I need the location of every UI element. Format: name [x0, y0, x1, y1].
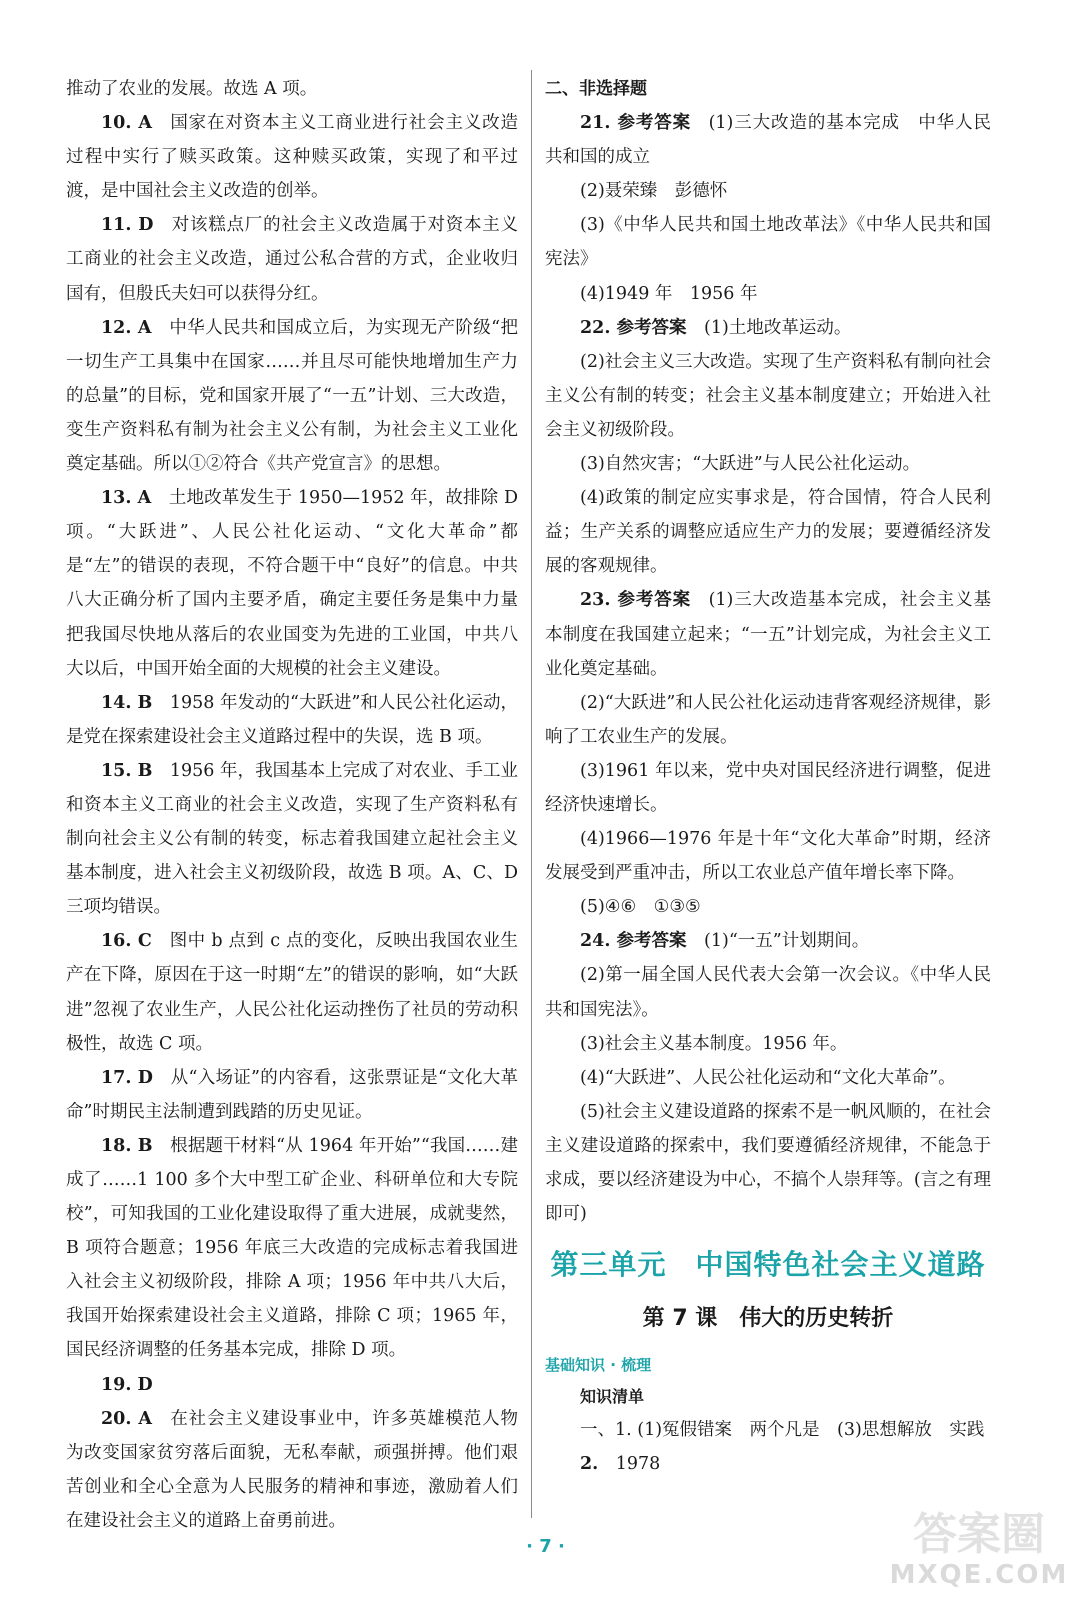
- watermark-url: MXQE.COM: [889, 1560, 1069, 1590]
- answer-item: [66, 1402, 518, 1538]
- answer-text: 对该糕点厂的社会主义改造属于对资本主义工商业的社会主义改造，通过公私合营的方式，企业收归国有，但殷氏夫妇可以获得分红。: [66, 215, 519, 304]
- answer-paragraph: (4)1949 年 1956 年: [580, 283, 758, 304]
- watermark-logo: [889, 1510, 1069, 1592]
- answer-item: [66, 208, 518, 310]
- answer-text: (1)土地改革运动。: [704, 317, 852, 338]
- answer-item: [545, 924, 991, 958]
- answer-paragraph: 推动了农业的发展。故选 A 项。: [66, 79, 318, 99]
- answer-paragraph: (3)《中华人民共和国土地改革法》《中华人民共和国宪法》: [545, 215, 991, 270]
- answer-text: 根据题干材料“从 1964 年开始”“我国……建成了……1 100 多个大中型工矿企业、科研单位和大专院校”，可知我国的工业化建设取得了重大进展，成就斐然，B 项符合题意；1956 年底三大改造的完成标志着我国进入社会主义初级阶段，排除 A 项；1956 年中共八大后，我国开始探索建设社会主义道路，排除 C 项；1965 年，国民经济调整的任务基本完成，排除 D 项。: [66, 1135, 518, 1361]
- section-heading: 二、非选择题: [545, 79, 647, 99]
- answer-item: [66, 924, 518, 1060]
- answer-number: 19. D: [101, 1374, 153, 1395]
- answer-paragraph: (3)自然灾害；“大跃进”与人民公社化运动。: [580, 454, 921, 475]
- answer-text: 1978: [615, 1454, 661, 1475]
- unit-title: 第三单元 中国特色社会主义道路: [550, 1248, 986, 1282]
- answer-number: 23. 参考答案: [580, 590, 692, 611]
- answer-text: 从“入场证”的内容看，这张票证是“文化大革命”时期民主法制遭到践踏的历史见证。: [66, 1067, 518, 1122]
- answer-number: 18. B: [101, 1135, 153, 1156]
- answer-paragraph: (3)社会主义基本制度。1956 年。: [580, 1033, 848, 1054]
- lesson-title: 第 7 课 伟大的历史转折: [642, 1306, 894, 1332]
- answer-text: 1956 年，我国基本上完成了对农业、手工业和资本主义工商业的社会主义改造，实现了生产资料私有制向社会主义公有制的转变，标志着我国建立起社会主义基本制度，进入社会主义初级阶段，故选 B 项。A、C、D 三项均错误。: [66, 760, 518, 918]
- answer-paragraph: (4)“大跃进”、人民公社化运动和“文化大革命”。: [580, 1067, 956, 1088]
- answer-paragraph: (3)1961 年以来，党中央对国民经济进行调整，促进经济快速增长。: [545, 760, 991, 815]
- answer-paragraph: (2)“大跃进”和人民公社化运动违背客观经济规律，影响了工农业生产的发展。: [545, 692, 991, 747]
- answer-number: 2.: [580, 1454, 599, 1475]
- answer-paragraph: (2)第一届全国人民代表大会第一次会议。《中华人民共和国宪法》。: [545, 965, 991, 1020]
- answer-paragraph: (2)聂荣臻 彭德怀: [580, 181, 728, 202]
- answer-number: 22. 参考答案: [580, 317, 687, 338]
- answer-text: (1)“一五”计划期间。: [704, 931, 870, 952]
- answer-text: 在社会主义建设事业中，许多英雄模范人物为改变国家贫穷落后面貌，无私奉献，顽强拼搏。他们艰苦创业和全心全意为人民服务的精神和事迹，激励着人们在建设社会主义的道路上奋勇前进。: [66, 1408, 518, 1531]
- answer-text: 国家在对资本主义工商业进行社会主义改造过程中实行了赎买政策。这种赎买政策，实现了和平过渡，是中国社会主义改造的创举。: [66, 113, 518, 202]
- answer-item: [66, 1368, 518, 1402]
- answer-number: 16. C: [101, 931, 152, 952]
- watermark-logo-text: 答案圈: [913, 1509, 1045, 1560]
- subsection-title: 知识清单: [580, 1387, 645, 1407]
- answer-number: 13. A: [101, 488, 152, 509]
- answer-item: [66, 481, 518, 686]
- answer-item: [545, 311, 991, 345]
- answer-text: (1)三大改造的基本完成 中华人民共和国的成立: [545, 113, 991, 168]
- answer-number: 11. D: [101, 215, 154, 236]
- column-divider: [531, 70, 532, 1518]
- answer-paragraph: (4)1966—1976 年是十年“文化大革命”时期，经济发展受到严重冲击，所以工农业总产值年增长率下降。: [545, 829, 991, 884]
- answer-item: [66, 754, 518, 924]
- right-column: [545, 72, 991, 1481]
- answer-number: 10. A: [101, 113, 152, 134]
- answer-paragraph: (5)社会主义建设道路的探索不是一帆风顺的，在社会主义建设道路的探索中，我们要遵循经济规律，不能急于求成，要以经济建设为中心，不搞个人崇拜等。(言之有理即可): [545, 1101, 991, 1225]
- answer-item: [545, 1447, 991, 1481]
- answer-number: 24. 参考答案: [580, 931, 687, 952]
- answer-item: [66, 311, 518, 481]
- answer-paragraph: (4)政策的制定应实事求是，符合国情，符合人民利益；生产关系的调整应适应生产力的发展；要遵循经济发展的客观规律。: [545, 488, 991, 577]
- answer-number: 21. 参考答案: [580, 113, 692, 134]
- answer-text: 土地改革发生于 1950—1952 年，故排除 D 项。“大跃进”、人民公社化运动、“文化大革命”都是“左”的错误的表现，不符合题干中“良好”的信息。中共八大正确分析了国内主要矛盾，确定主要任务是集中力量把我国尽快地从落后的农业国变为先进的工业国，中共八大以后，中国开始全面的大规模的社会主义建设。: [66, 488, 518, 679]
- answer-text: (1)三大改造基本完成，社会主义基本制度在我国建立起来；“一五”计划完成，为社会主义工业化奠定基础。: [545, 590, 991, 679]
- answer-item: [66, 1129, 518, 1368]
- answer-text: 中华人民共和国成立后，为实现无产阶级“把一切生产工具集中在国家……并且尽可能快地增加生产力的总量”的目标，党和国家开展了“一五”计划、三大改造，变生产资料私有制为社会主义公有制，为社会主义工业化奠定基础。所以①②符合《共产党宣言》的思想。: [66, 317, 518, 475]
- answer-number: 17. D: [101, 1067, 153, 1088]
- answer-item: [66, 106, 518, 208]
- answer-paragraph: (2)社会主义三大改造。实现了生产资料私有制向社会主义公有制的转变；社会主义基本制度建立；开始进入社会主义初级阶段。: [545, 351, 991, 440]
- answer-number: 20. A: [101, 1408, 152, 1429]
- answer-paragraph: 一、1. (1)冤假错案 两个凡是 (3)思想解放 实践: [580, 1420, 985, 1441]
- answer-item: [545, 106, 991, 174]
- section-label: 基础知识 · 梳理: [545, 1356, 652, 1375]
- answer-number: 12. A: [101, 317, 152, 338]
- answer-item: [66, 1061, 518, 1129]
- answer-text: 1958 年发动的“大跃进”和人民公社化运动，是党在探索建设社会主义道路过程中的失误，选 B 项。: [66, 692, 518, 747]
- answer-number: 14. B: [101, 692, 153, 713]
- answer-paragraph: (5)④⑥ ①③⑤: [580, 897, 701, 918]
- left-column: [66, 72, 518, 1538]
- answer-item: [545, 583, 991, 685]
- answer-text: 图中 b 点到 c 点的变化，反映出我国农业生产在下降，原因在于这一时期“左”的错误的影响，如“大跃进”忽视了农业生产，人民公社化运动挫伤了社员的劳动积极性，故选 C 项。: [66, 931, 518, 1054]
- answer-number: 15. B: [101, 760, 153, 781]
- answer-item: [66, 686, 518, 754]
- page-number: · 7 ·: [526, 1536, 565, 1557]
